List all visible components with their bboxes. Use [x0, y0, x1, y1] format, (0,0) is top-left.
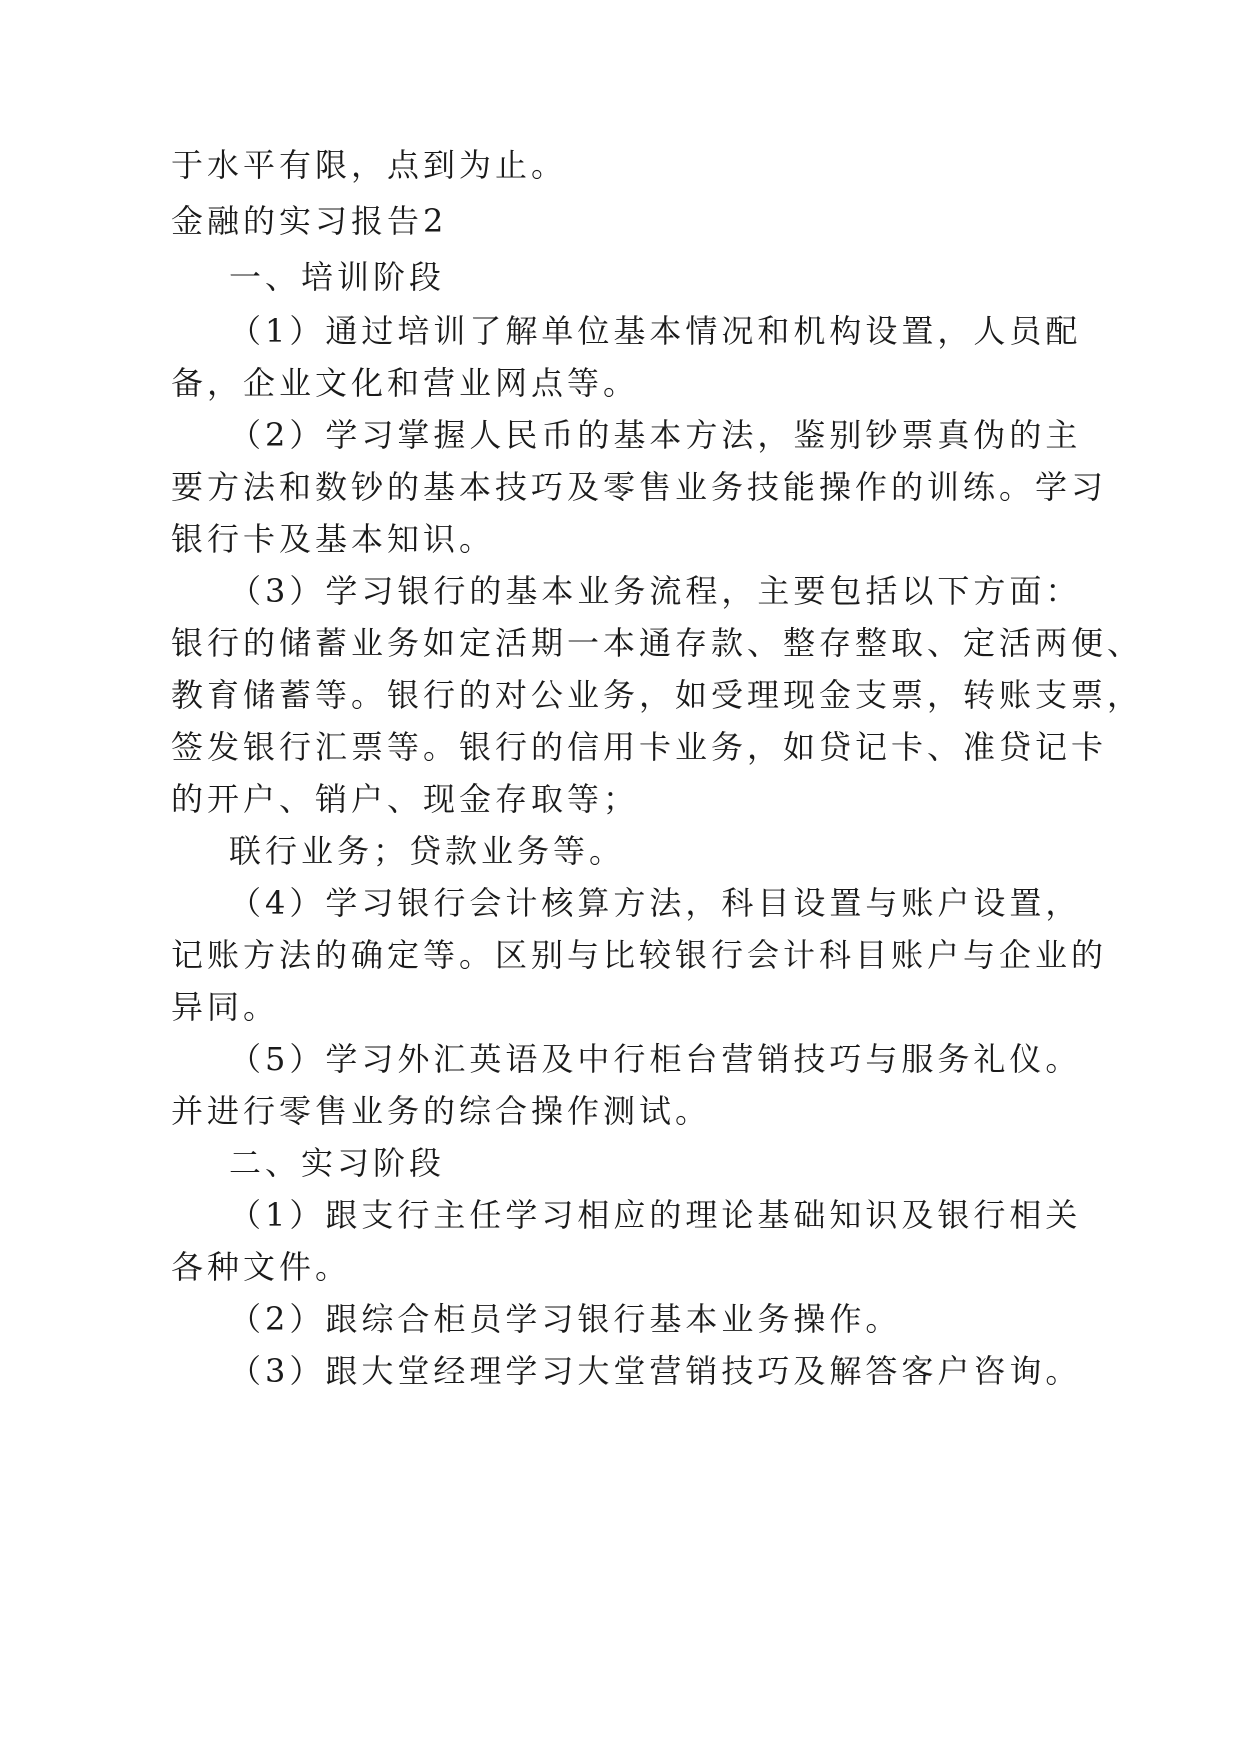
- paragraph-line: （2）跟综合柜员学习银行基本业务操作。: [229, 1300, 902, 1338]
- paragraph-line: 要方法和数钞的基本技巧及零售业务技能操作的训练。学习: [171, 468, 1108, 506]
- paragraph-line: 异同。: [171, 988, 280, 1026]
- paragraph-line: 签发银行汇票等。银行的信用卡业务，如贷记卡、准贷记卡: [171, 728, 1108, 766]
- heading-training: 一、培训阶段: [229, 258, 446, 296]
- section-title: 金融的实习报告2: [171, 202, 448, 240]
- paragraph-line: 并进行零售业务的综合操作测试。: [171, 1092, 712, 1130]
- paragraph-line: 各种文件。: [171, 1248, 352, 1286]
- paragraph-line: （1）通过培训了解单位基本情况和机构设置，人员配: [229, 312, 1082, 350]
- paragraph-line: （3）跟大堂经理学习大堂营销技巧及解答客户咨询。: [229, 1352, 1082, 1390]
- paragraph-line: 备，企业文化和营业网点等。: [171, 364, 640, 402]
- paragraph-line: （4）学习银行会计核算方法，科目设置与账户设置，: [229, 884, 1082, 922]
- paragraph-line: 记账方法的确定等。区别与比较银行会计科目账户与企业的: [171, 936, 1108, 974]
- paragraph-line: （5）学习外汇英语及中行柜台营销技巧与服务礼仪。: [229, 1040, 1082, 1078]
- paragraph-line: 银行的储蓄业务如定活期一本通存款、整存整取、定活两便、: [171, 624, 1144, 662]
- paragraph-line: 银行卡及基本知识。: [171, 520, 496, 558]
- paragraph-line: 联行业务；贷款业务等。: [229, 832, 626, 870]
- paragraph-line: （1）跟支行主任学习相应的理论基础知识及银行相关: [229, 1196, 1082, 1234]
- paragraph-line: （2）学习掌握人民币的基本方法，鉴别钞票真伪的主: [229, 416, 1082, 454]
- heading-internship: 二、实习阶段: [229, 1144, 446, 1182]
- paragraph-line: （3）学习银行的基本业务流程，主要包括以下方面：: [229, 572, 1082, 610]
- paragraph-line: 教育储蓄等。银行的对公业务，如受理现金支票，转账支票，: [171, 676, 1144, 714]
- paragraph-line: 的开户、销户、现金存取等；: [171, 780, 640, 818]
- paragraph-line: 于水平有限，点到为止。: [171, 146, 568, 184]
